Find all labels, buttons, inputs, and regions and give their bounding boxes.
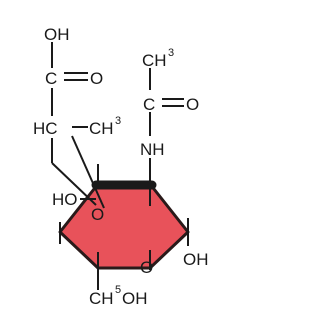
label-oh-right: OH bbox=[183, 250, 209, 269]
label-ch2oh-oh: OH bbox=[122, 289, 148, 308]
label-ch-left: CH bbox=[89, 119, 114, 138]
label-acetyl-ch: CH bbox=[142, 51, 167, 70]
label-carbonyl-c: C bbox=[45, 69, 58, 88]
label-ring-o-left: O bbox=[91, 205, 105, 224]
label-ch2oh-sub: 5 bbox=[115, 284, 122, 296]
label-nh: NH bbox=[140, 140, 165, 159]
label-acetyl-o: O bbox=[186, 95, 200, 114]
label-ring-o-right: O bbox=[140, 258, 154, 277]
label-oh-top: OH bbox=[44, 25, 70, 44]
label-ch2oh-ch: CH bbox=[89, 289, 114, 308]
label-ho-left: HO bbox=[52, 190, 78, 209]
label-ch-left-sub: 3 bbox=[115, 115, 122, 127]
label-acetyl-ch-sub: 3 bbox=[168, 47, 175, 59]
label-carbonyl-o: O bbox=[90, 69, 104, 88]
label-hc: HC bbox=[33, 119, 58, 138]
label-acetyl-c: C bbox=[143, 95, 156, 114]
pyranose-ring bbox=[60, 184, 188, 268]
